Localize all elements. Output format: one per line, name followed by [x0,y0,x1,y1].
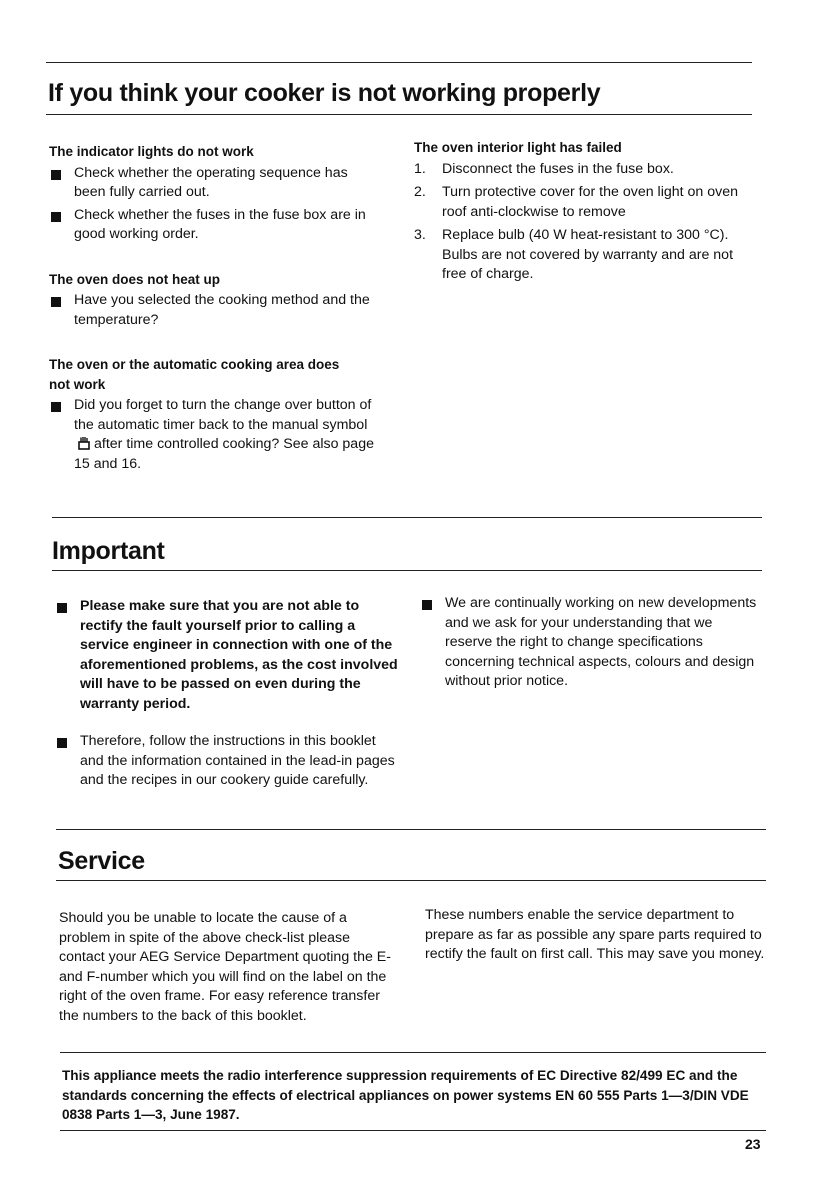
auto-heading: The oven or the automatic cooking area does not work [49,357,340,392]
troubleshoot-left-column [49,142,379,477]
step-text: Turn protective cover for the oven light on oven roof anti-clockwise to remove [442,184,738,220]
footer-top-rule [60,1052,766,1053]
step-text: Disconnect the fuses in the fuse box. [442,160,674,177]
auto-item-text-2: after time controlled cooking? See also page 15 and 16. [74,436,374,472]
important-title-rule [52,570,762,571]
footer-bottom-rule [60,1130,766,1131]
important-top-rule [52,517,762,518]
auto-item-text-1: Did you forget to turn the change over button of the automatic timer back to the manual symbol [74,397,372,433]
list-item: Therefore, follow the instructions in this booklet and the information contained in the lead-in pages and the recipes in our cookery guide carefully. [55,732,400,791]
service-top-rule [56,829,766,830]
list-item [414,226,759,285]
indicator-heading: The indicator lights do not work [49,144,254,159]
list-item: Check whether the operating sequence has been fully carried out. [49,164,379,203]
important-right-column [420,594,760,695]
service-left-column [59,909,399,1026]
step-number: 1. [414,160,426,177]
section-title-service: Service [58,847,145,875]
step-number: 3. [414,227,426,243]
page-number: 23 [745,1136,761,1152]
list-item: We are continually working on new developments and we ask for your understanding that we reserve the right to change specifications concerning technical aspects, colours and design without prior notice. [420,594,760,692]
title-rule [46,114,752,115]
service-left-text: Should you be unable to locate the cause of a problem in spite of the above check-list please contact your AEG Service Department quoting the E- and F-number which you will find on the label on the right of the oven frame. For easy reference transfer the numbers to the back of this booklet. [59,910,391,1024]
no-heat-heading: The oven does not heat up [49,271,221,287]
troubleshoot-right-column [414,138,759,289]
footer-note: This appliance meets the radio interference suppression requirements of EC Directive 82/499 EC and the standards concerning the effects of electrical appliances on power systems EN 60 555 Parts 1—3/DIN VDE 0838 Parts 1—3, June 1987. [62,1068,749,1122]
top-rule [46,62,752,63]
service-right-column [425,906,770,965]
service-right-text: These numbers enable the service department to prepare as far as possible any spare parts required to rectify the fault on first call. This may save you money. [425,907,765,962]
service-title-rule [56,880,766,881]
light-heading: The oven interior light has failed [414,140,622,155]
list-item: Check whether the fuses in the fuse box are in good working order. [49,206,379,245]
list-item [414,183,759,222]
important-left-column [55,597,400,794]
step-number: 2. [414,184,426,200]
section-title-troubleshoot: If you think your cooker is not working properly [48,79,601,107]
section-title-important: Important [52,537,165,565]
list-item [414,160,759,180]
list-item: Have you selected the cooking method and the temperature? [49,291,379,330]
hand-symbol-icon [78,436,90,450]
step-text: Replace bulb (40 W heat-resistant to 300 °C). Bulbs are not covered by warranty and are not free of charge. [442,227,734,282]
list-item: Please make sure that you are not able to rectify the fault yourself prior to calling a service engineer in connection with one of the aforementioned problems, as the cost involved will have to be passed on even during the warranty period. [55,597,400,714]
list-item [49,396,374,474]
